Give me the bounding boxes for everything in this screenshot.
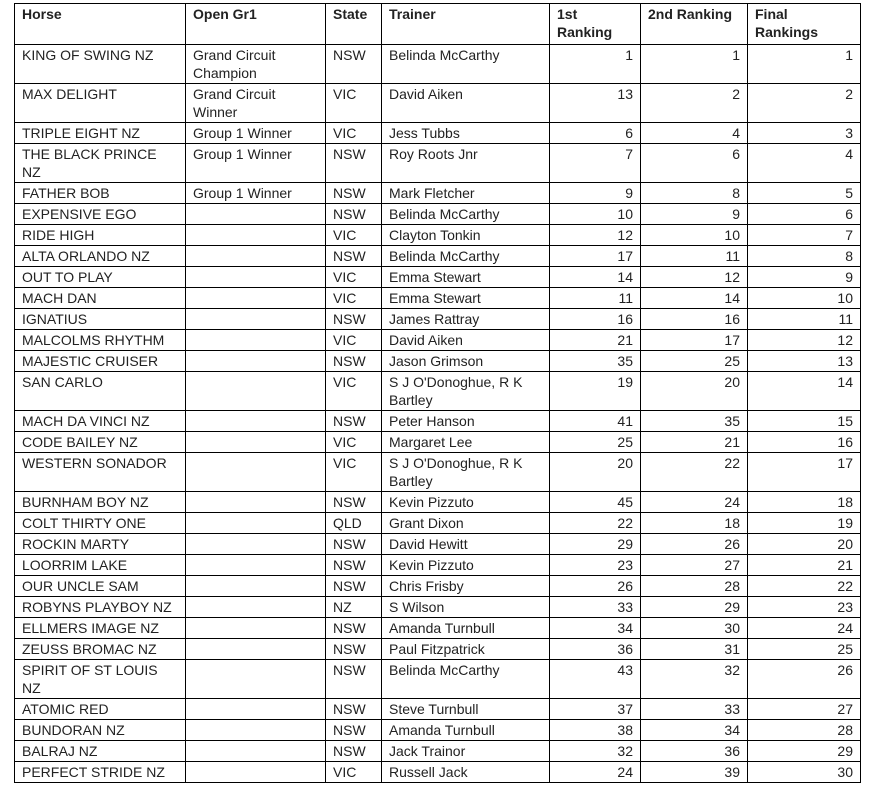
cell-state: VIC [326,267,382,288]
cell-horse: ELLMERS IMAGE NZ [15,618,186,639]
cell-state: VIC [326,288,382,309]
cell-trainer: Jack Trainor [382,741,550,762]
table-row [15,84,861,123]
cell-first-ranking: 45 [550,492,641,513]
header-first-ranking: 1st Ranking [550,4,641,45]
cell-open-gr1 [186,597,326,618]
cell-horse: IGNATIUS [15,309,186,330]
cell-final-ranking: 1 [748,45,861,84]
cell-open-gr1 [186,762,326,783]
cell-state: NSW [326,534,382,555]
header-horse: Horse [15,4,186,45]
cell-trainer: Margaret Lee [382,432,550,453]
header-trainer: Trainer [382,4,550,45]
cell-second-ranking: 34 [641,720,748,741]
cell-horse: MAJESTIC CRUISER [15,351,186,372]
cell-state: NSW [326,699,382,720]
cell-horse: CODE BAILEY NZ [15,432,186,453]
cell-trainer: Chris Frisby [382,576,550,597]
cell-open-gr1 [186,351,326,372]
cell-state: NSW [326,309,382,330]
cell-final-ranking: 15 [748,411,861,432]
cell-horse: ROBYNS PLAYBOY NZ [15,597,186,618]
table-row [15,309,861,330]
cell-first-ranking: 6 [550,123,641,144]
cell-trainer: David Hewitt [382,534,550,555]
cell-second-ranking: 12 [641,267,748,288]
cell-trainer: Belinda McCarthy [382,204,550,225]
cell-trainer: Amanda Turnbull [382,720,550,741]
cell-horse: TRIPLE EIGHT NZ [15,123,186,144]
cell-trainer: Emma Stewart [382,267,550,288]
cell-first-ranking: 7 [550,144,641,183]
cell-trainer: Clayton Tonkin [382,225,550,246]
cell-horse: ALTA ORLANDO NZ [15,246,186,267]
cell-open-gr1 [186,660,326,699]
cell-open-gr1: Grand Circuit Champion [186,45,326,84]
table-row [15,267,861,288]
table-row [15,576,861,597]
cell-state: NSW [326,204,382,225]
cell-state: VIC [326,453,382,492]
cell-final-ranking: 23 [748,597,861,618]
table-row [15,597,861,618]
cell-second-ranking: 39 [641,762,748,783]
cell-final-ranking: 14 [748,372,861,411]
cell-first-ranking: 16 [550,309,641,330]
table-row [15,762,861,783]
cell-state: NZ [326,597,382,618]
cell-second-ranking: 24 [641,492,748,513]
table-row [15,144,861,183]
cell-final-ranking: 28 [748,720,861,741]
cell-first-ranking: 11 [550,288,641,309]
header-second-ranking: 2nd Ranking [641,4,748,45]
cell-second-ranking: 14 [641,288,748,309]
cell-final-ranking: 11 [748,309,861,330]
cell-trainer: Mark Fletcher [382,183,550,204]
cell-second-ranking: 1 [641,45,748,84]
cell-state: NSW [326,576,382,597]
cell-horse: ATOMIC RED [15,699,186,720]
cell-first-ranking: 14 [550,267,641,288]
cell-trainer: Kevin Pizzuto [382,555,550,576]
cell-final-ranking: 19 [748,513,861,534]
table-row [15,351,861,372]
cell-horse: KING OF SWING NZ [15,45,186,84]
cell-open-gr1 [186,411,326,432]
table-row [15,45,861,84]
cell-open-gr1 [186,225,326,246]
cell-first-ranking: 9 [550,183,641,204]
cell-final-ranking: 10 [748,288,861,309]
cell-first-ranking: 1 [550,45,641,84]
cell-second-ranking: 35 [641,411,748,432]
cell-horse: BURNHAM BOY NZ [15,492,186,513]
cell-second-ranking: 4 [641,123,748,144]
cell-state: VIC [326,225,382,246]
cell-horse: MACH DA VINCI NZ [15,411,186,432]
rankings-table [14,3,861,783]
cell-first-ranking: 22 [550,513,641,534]
cell-open-gr1 [186,288,326,309]
table-row [15,741,861,762]
table-row [15,492,861,513]
cell-open-gr1 [186,618,326,639]
cell-second-ranking: 20 [641,372,748,411]
cell-final-ranking: 27 [748,699,861,720]
cell-first-ranking: 38 [550,720,641,741]
cell-final-ranking: 2 [748,84,861,123]
cell-final-ranking: 22 [748,576,861,597]
cell-final-ranking: 5 [748,183,861,204]
cell-trainer: Belinda McCarthy [382,246,550,267]
cell-first-ranking: 36 [550,639,641,660]
cell-state: NSW [326,45,382,84]
cell-trainer: Jess Tubbs [382,123,550,144]
cell-first-ranking: 37 [550,699,641,720]
cell-horse: LOORRIM LAKE [15,555,186,576]
cell-first-ranking: 33 [550,597,641,618]
cell-trainer: Kevin Pizzuto [382,492,550,513]
cell-trainer: David Aiken [382,330,550,351]
cell-open-gr1 [186,330,326,351]
cell-open-gr1 [186,513,326,534]
header-final-rankings: Final Rankings [748,4,861,45]
cell-state: NSW [326,492,382,513]
cell-first-ranking: 13 [550,84,641,123]
cell-state: QLD [326,513,382,534]
table-row [15,720,861,741]
cell-state: NSW [326,411,382,432]
cell-second-ranking: 25 [641,351,748,372]
cell-open-gr1 [186,267,326,288]
cell-state: NSW [326,720,382,741]
cell-final-ranking: 21 [748,555,861,576]
cell-horse: COLT THIRTY ONE [15,513,186,534]
cell-open-gr1: Group 1 Winner [186,183,326,204]
cell-horse: SPIRIT OF ST LOUIS NZ [15,660,186,699]
cell-horse: OUR UNCLE SAM [15,576,186,597]
cell-horse: MALCOLMS RHYTHM [15,330,186,351]
cell-second-ranking: 8 [641,183,748,204]
cell-final-ranking: 26 [748,660,861,699]
cell-second-ranking: 30 [641,618,748,639]
cell-state: NSW [326,555,382,576]
cell-state: NSW [326,741,382,762]
header-open-gr1: Open Gr1 [186,4,326,45]
cell-open-gr1: Group 1 Winner [186,123,326,144]
cell-open-gr1 [186,309,326,330]
cell-first-ranking: 34 [550,618,641,639]
cell-trainer: Peter Hanson [382,411,550,432]
cell-first-ranking: 20 [550,453,641,492]
cell-open-gr1 [186,246,326,267]
cell-open-gr1 [186,699,326,720]
cell-final-ranking: 3 [748,123,861,144]
cell-trainer: Russell Jack [382,762,550,783]
cell-trainer: Belinda McCarthy [382,660,550,699]
cell-trainer: Emma Stewart [382,288,550,309]
cell-second-ranking: 36 [641,741,748,762]
cell-open-gr1 [186,741,326,762]
cell-horse: BUNDORAN NZ [15,720,186,741]
table-row [15,183,861,204]
cell-state: VIC [326,123,382,144]
cell-first-ranking: 25 [550,432,641,453]
table-row [15,534,861,555]
cell-final-ranking: 25 [748,639,861,660]
cell-state: NSW [326,351,382,372]
cell-horse: EXPENSIVE EGO [15,204,186,225]
cell-horse: MAX DELIGHT [15,84,186,123]
table-row [15,246,861,267]
cell-final-ranking: 6 [748,204,861,225]
cell-second-ranking: 17 [641,330,748,351]
cell-state: NSW [326,246,382,267]
cell-second-ranking: 18 [641,513,748,534]
cell-final-ranking: 12 [748,330,861,351]
cell-final-ranking: 24 [748,618,861,639]
cell-final-ranking: 16 [748,432,861,453]
cell-horse: MACH DAN [15,288,186,309]
cell-trainer: S J O'Donoghue, R K Bartley [382,453,550,492]
cell-final-ranking: 8 [748,246,861,267]
cell-horse: BALRAJ NZ [15,741,186,762]
cell-trainer: Amanda Turnbull [382,618,550,639]
cell-first-ranking: 10 [550,204,641,225]
cell-open-gr1 [186,639,326,660]
cell-second-ranking: 31 [641,639,748,660]
cell-final-ranking: 7 [748,225,861,246]
cell-horse: ZEUSS BROMAC NZ [15,639,186,660]
cell-state: NSW [326,618,382,639]
header-state: State [326,4,382,45]
cell-open-gr1 [186,492,326,513]
cell-final-ranking: 18 [748,492,861,513]
cell-open-gr1 [186,720,326,741]
cell-final-ranking: 30 [748,762,861,783]
cell-state: VIC [326,330,382,351]
cell-state: NSW [326,183,382,204]
cell-second-ranking: 33 [641,699,748,720]
cell-second-ranking: 26 [641,534,748,555]
table-row [15,225,861,246]
cell-state: NSW [326,144,382,183]
cell-open-gr1 [186,372,326,411]
cell-open-gr1 [186,432,326,453]
cell-trainer: James Rattray [382,309,550,330]
table-row [15,453,861,492]
cell-open-gr1 [186,555,326,576]
cell-state: VIC [326,762,382,783]
cell-trainer: David Aiken [382,84,550,123]
cell-trainer: Steve Turnbull [382,699,550,720]
cell-trainer: Jason Grimson [382,351,550,372]
cell-open-gr1: Grand Circuit Winner [186,84,326,123]
table-row [15,555,861,576]
cell-trainer: Roy Roots Jnr [382,144,550,183]
cell-second-ranking: 6 [641,144,748,183]
cell-state: NSW [326,639,382,660]
cell-horse: WESTERN SONADOR [15,453,186,492]
table-row [15,639,861,660]
cell-trainer: Grant Dixon [382,513,550,534]
cell-state: NSW [326,660,382,699]
cell-state: VIC [326,84,382,123]
cell-final-ranking: 29 [748,741,861,762]
cell-second-ranking: 27 [641,555,748,576]
cell-second-ranking: 11 [641,246,748,267]
cell-final-ranking: 13 [748,351,861,372]
cell-second-ranking: 21 [641,432,748,453]
table-row [15,699,861,720]
cell-trainer: Paul Fitzpatrick [382,639,550,660]
cell-first-ranking: 21 [550,330,641,351]
cell-first-ranking: 41 [550,411,641,432]
cell-second-ranking: 29 [641,597,748,618]
table-row [15,411,861,432]
cell-first-ranking: 17 [550,246,641,267]
cell-second-ranking: 2 [641,84,748,123]
cell-final-ranking: 4 [748,144,861,183]
cell-trainer: Belinda McCarthy [382,45,550,84]
cell-second-ranking: 28 [641,576,748,597]
cell-final-ranking: 17 [748,453,861,492]
table-row [15,204,861,225]
cell-first-ranking: 35 [550,351,641,372]
cell-first-ranking: 26 [550,576,641,597]
cell-second-ranking: 10 [641,225,748,246]
table-row [15,618,861,639]
cell-horse: PERFECT STRIDE NZ [15,762,186,783]
table-row [15,330,861,351]
cell-horse: OUT TO PLAY [15,267,186,288]
cell-second-ranking: 16 [641,309,748,330]
cell-trainer: S J O'Donoghue, R K Bartley [382,372,550,411]
cell-first-ranking: 32 [550,741,641,762]
cell-horse: THE BLACK PRINCE NZ [15,144,186,183]
cell-open-gr1 [186,534,326,555]
cell-first-ranking: 23 [550,555,641,576]
cell-second-ranking: 22 [641,453,748,492]
cell-horse: ROCKIN MARTY [15,534,186,555]
table-row [15,513,861,534]
cell-state: VIC [326,372,382,411]
cell-open-gr1 [186,453,326,492]
cell-first-ranking: 12 [550,225,641,246]
cell-first-ranking: 24 [550,762,641,783]
cell-trainer: S Wilson [382,597,550,618]
cell-first-ranking: 19 [550,372,641,411]
header-row [15,4,861,45]
table-row [15,288,861,309]
cell-horse: SAN CARLO [15,372,186,411]
cell-final-ranking: 9 [748,267,861,288]
cell-open-gr1 [186,576,326,597]
cell-first-ranking: 29 [550,534,641,555]
table-row [15,432,861,453]
cell-horse: RIDE HIGH [15,225,186,246]
cell-second-ranking: 9 [641,204,748,225]
cell-state: VIC [326,432,382,453]
cell-open-gr1: Group 1 Winner [186,144,326,183]
table-row [15,372,861,411]
cell-open-gr1 [186,204,326,225]
cell-horse: FATHER BOB [15,183,186,204]
table-row [15,123,861,144]
cell-first-ranking: 43 [550,660,641,699]
cell-second-ranking: 32 [641,660,748,699]
table-row [15,660,861,699]
cell-final-ranking: 20 [748,534,861,555]
